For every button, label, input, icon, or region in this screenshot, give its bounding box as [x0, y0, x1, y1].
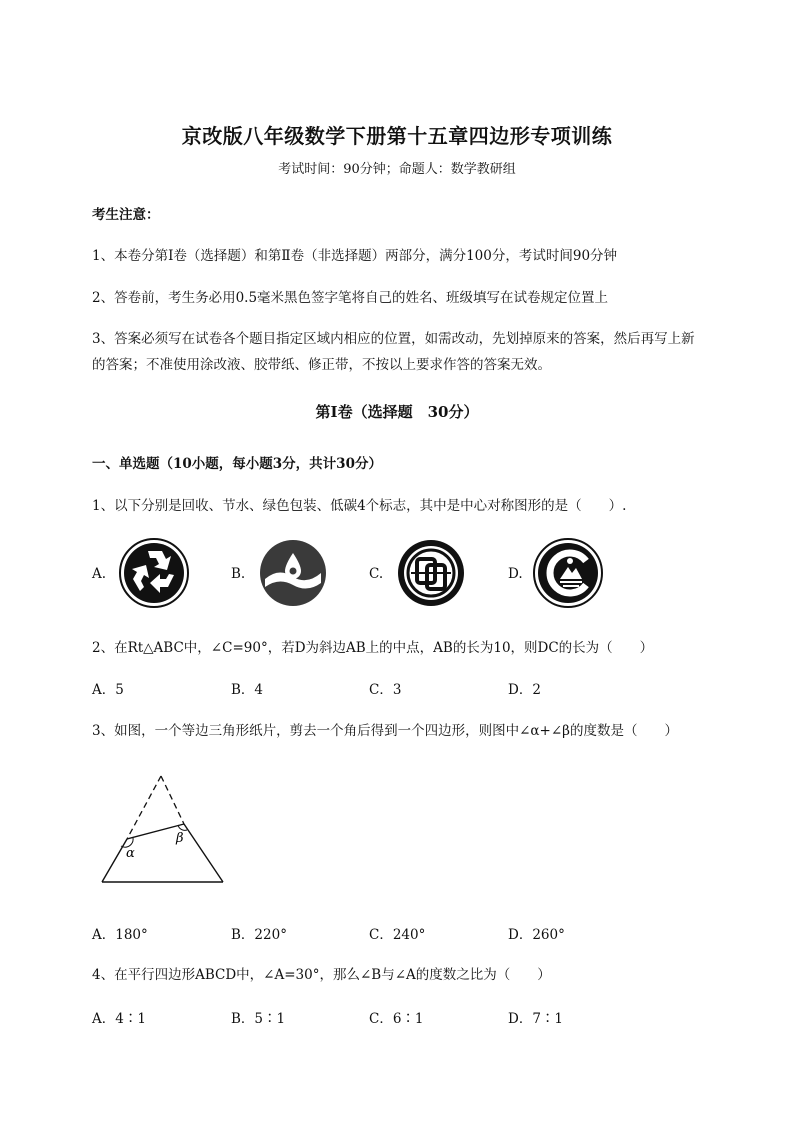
option-b[interactable]: B．220° [231, 927, 287, 943]
recycle-icon [118, 537, 190, 609]
option-c[interactable]: C．6∶1 [369, 1011, 424, 1027]
question-4-stem: 4、在平行四边形ABCD中，∠A=30°，那么∠B与∠A的度数之比为（ ） [92, 967, 551, 983]
section-title: 第I卷（选择题 30分） [315, 403, 479, 421]
beta-label: β [176, 831, 184, 846]
question-2-stem: 2、在Rt△ABC中，∠C=90°，若D为斜边AB上的中点，AB的长为10，则DC的长为（ ） [92, 640, 654, 656]
part-heading: 一、单选题（10小题，每小题3分，共计30分） [92, 456, 382, 472]
option-a[interactable]: A. [92, 566, 107, 582]
question-3-stem: 3、如图，一个等边三角形纸片，剪去一个角后得到一个四边形，则图中∠α+∠β的度数是（ ） [92, 723, 678, 739]
option-b[interactable]: B．4 [231, 682, 264, 698]
triangle-figure [98, 772, 228, 888]
notice-item: 3、答案必须写在试卷各个题目指定区域内相应的位置，如需改动，先划掉原来的答案，然后再写上新 [92, 331, 695, 347]
question-1-stem: 1、以下分别是回收、节水、绿色包装、低碳4个标志，其中是中心对称图形的是（ ）. [92, 498, 627, 514]
water-drop-icon [259, 539, 327, 607]
option-a[interactable]: A．180° [92, 927, 148, 943]
notice-item: 1、本卷分第I卷（选择题）和第Ⅱ卷（非选择题）两部分，满分100分，考试时间90分钟 [92, 248, 618, 264]
option-c[interactable]: C．240° [369, 927, 426, 943]
option-d[interactable]: D．260° [508, 927, 565, 943]
option-a[interactable]: A．4∶1 [92, 1011, 146, 1027]
alpha-label: α [126, 846, 135, 861]
page-title: 京改版八年级数学下册第十五章四边形专项训练 [181, 124, 613, 148]
option-c[interactable]: C．3 [369, 682, 402, 698]
option-d[interactable]: D．7∶1 [508, 1011, 564, 1027]
option-d[interactable]: D. [508, 566, 523, 582]
notice-item: 的答案；不准使用涂改液、胶带纸、修正带，不按以上要求作答的答案无效。 [92, 357, 551, 373]
green-package-icon [397, 539, 465, 607]
option-c[interactable]: C. [369, 566, 384, 582]
option-b[interactable]: B．5∶1 [231, 1011, 286, 1027]
notice-heading: 考生注意： [92, 207, 160, 223]
notice-item: 2、答卷前，考生务必用0.5毫米黑色签字笔将自己的姓名、班级填写在试卷规定位置上 [92, 290, 609, 306]
option-b[interactable]: B. [231, 566, 246, 582]
option-d[interactable]: D．2 [508, 682, 541, 698]
exam-info: 考试时间：90分钟；命题人：数学教研组 [278, 162, 516, 177]
low-carbon-icon [532, 537, 604, 609]
option-a[interactable]: A．5 [92, 682, 124, 698]
